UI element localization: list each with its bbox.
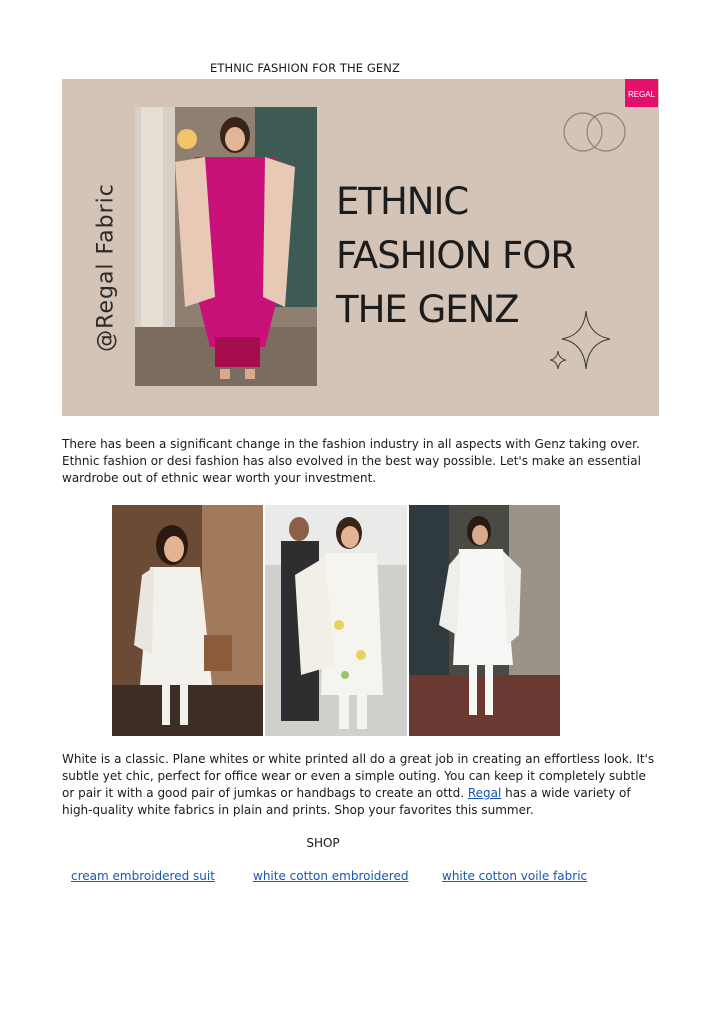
outfit-photo-3: [409, 505, 560, 736]
outfit-photo-1: [112, 505, 263, 736]
shop-label: SHOP: [306, 836, 340, 850]
outfit-photo-2: [265, 505, 407, 736]
brand-handle-text: @Regal Fabric: [93, 183, 119, 352]
intro-paragraph: There has been a significant change in the fashion industry in all aspects with Genz taking over. Ethnic fashion or desi fashion has also evolved in the best way possible. Let's make an essential wardrobe out of ethnic wear worth your investment.: [62, 437, 641, 485]
regal-logo[interactable]: REGAL: [625, 79, 658, 107]
page-title: ETHNIC FASHION FOR THE GENZ: [210, 61, 400, 75]
body-paragraph: [62, 751, 662, 819]
hero-banner: [62, 79, 659, 416]
outfit-photo-strip: [112, 505, 560, 736]
hero-model-photo: [135, 107, 317, 386]
sparkle-icon: [548, 311, 614, 377]
hero-title-line-1: ETHNIC: [336, 180, 469, 223]
rings-icon: [562, 111, 628, 153]
shop-link-white-cotton-voile-fabric[interactable]: white cotton voile fabric: [442, 869, 588, 883]
regal-link[interactable]: Regal: [467, 786, 502, 800]
brand-handle-vertical: [92, 139, 120, 399]
shop-link-cream-embroidered-suit[interactable]: cream embroidered suit: [71, 869, 215, 883]
hero-title-line-3: THE GENZ: [336, 288, 519, 331]
hero-title-line-2: FASHION FOR: [336, 234, 576, 277]
body-text-after-link: has a wide variety of high-quality white fabrics in plain and prints. Shop your favorites this summer.: [62, 786, 631, 817]
body-text-before-link: White is a classic. Plane whites or white printed all do a great job in creating an effortless look. It's subtle yet chic, perfect for office wear or even a simple outing. You can keep it completely subtle or pair it with a good pair of jumkas or handbags to create an ottd.: [62, 752, 655, 800]
shop-link-white-cotton-embroidered[interactable]: white cotton embroidered: [253, 869, 409, 883]
